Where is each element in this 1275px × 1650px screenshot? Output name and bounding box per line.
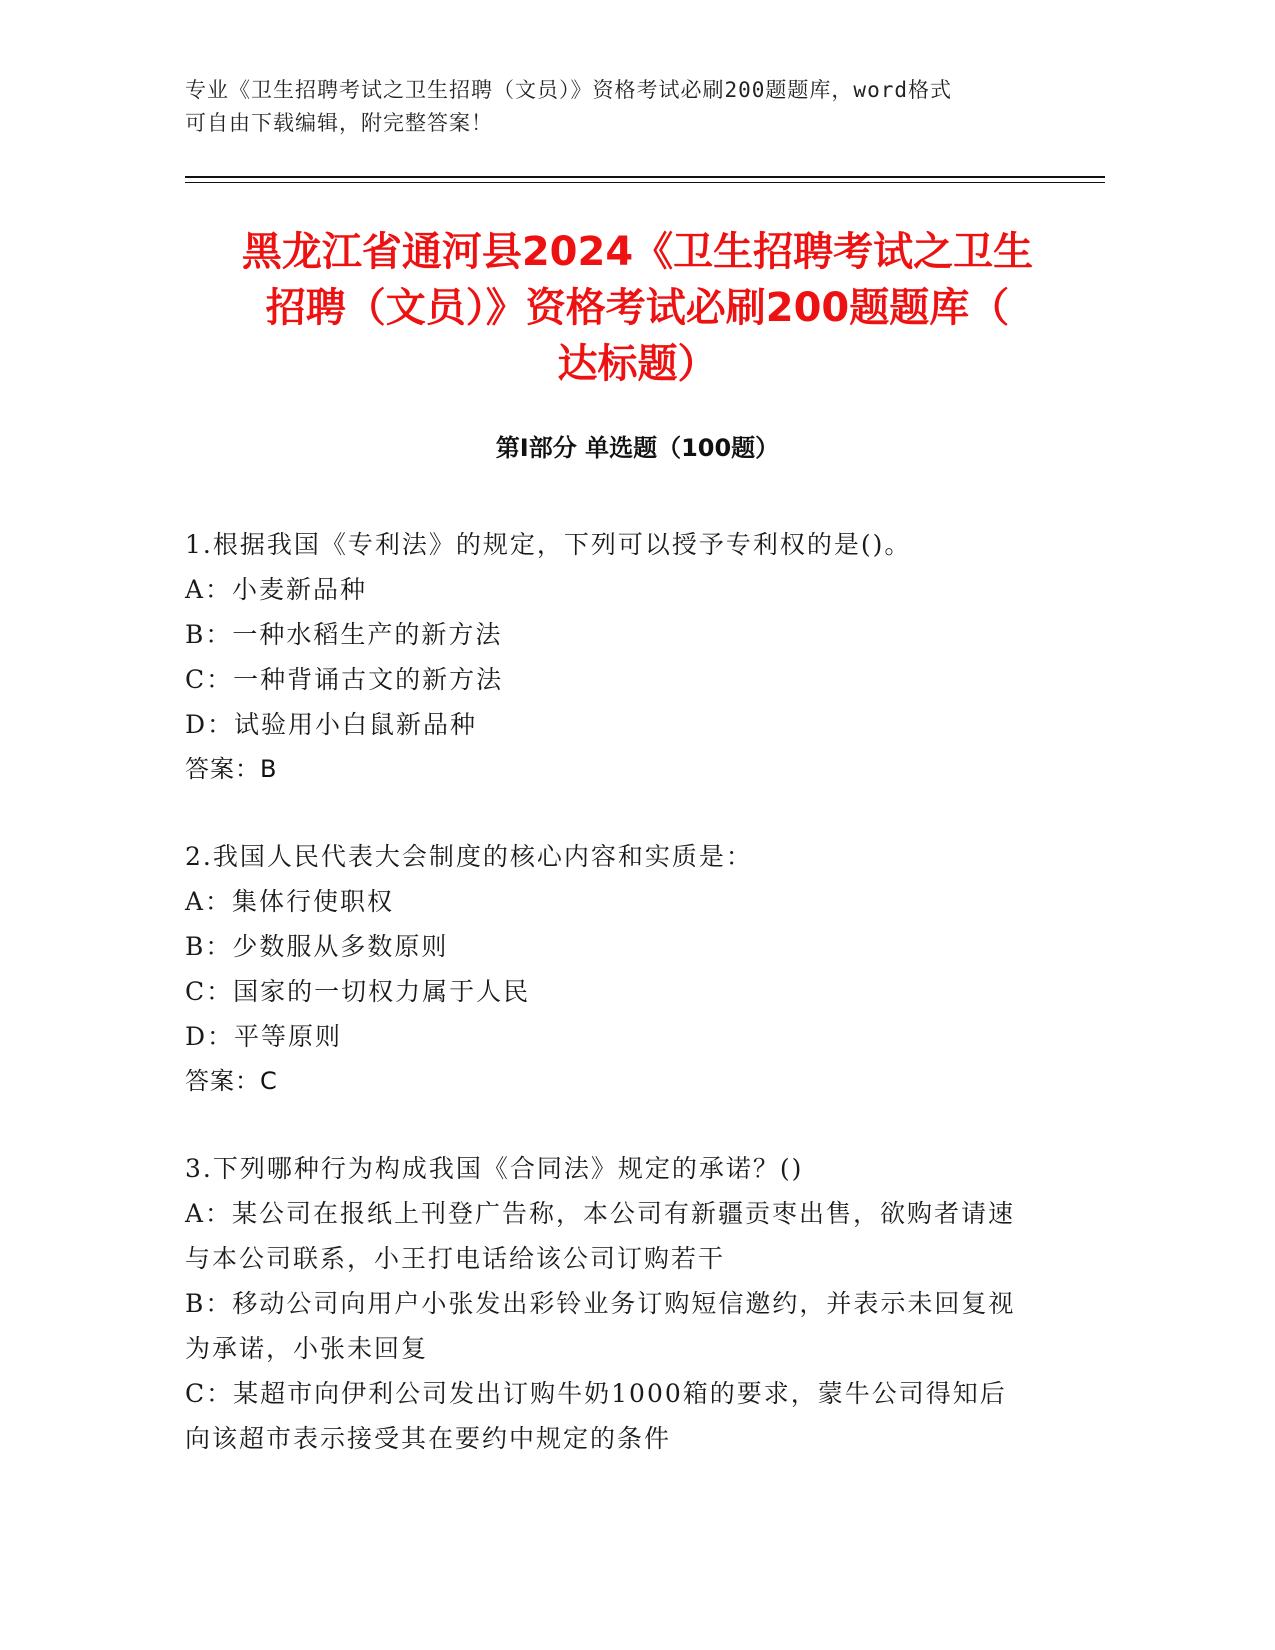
question-1 (185, 522, 1075, 792)
option-c: C：一种背诵古文的新方法 (185, 665, 504, 694)
option-c: C：某超市向伊利公司发出订购牛奶1000箱的要求，蒙牛公司得知后 (185, 1379, 1007, 1408)
header-divider-thin (185, 182, 1105, 183)
header-note (185, 74, 1065, 140)
question-stem: 3.下列哪种行为构成我国《合同法》规定的承诺？() (185, 1154, 804, 1183)
option-b: B：移动公司向用户小张发出彩铃业务订购短信邀约，并表示未回复视 (185, 1289, 1016, 1318)
answer-label: 答案：C (185, 1067, 278, 1095)
question-list (185, 522, 1075, 1503)
option-a: A：某公司在报纸上刊登广告称，本公司有新疆贡枣出售，欲购者请速 (185, 1199, 1016, 1228)
question-stem: 1.根据我国《专利法》的规定，下列可以授予专利权的是()。 (185, 530, 912, 559)
option-c-continued: 向该超市表示接受其在要约中规定的条件 (185, 1424, 672, 1453)
header-note-line: 可自由下载编辑，附完整答案！ (185, 111, 493, 135)
option-d: D：试验用小白鼠新品种 (185, 710, 478, 739)
question-stem: 2.我国人民代表大会制度的核心内容和实质是： (185, 842, 753, 871)
option-a: A：集体行使职权 (185, 887, 395, 916)
header-note-line: 专业《卫生招聘考试之卫生招聘（文员）》资格考试必刷200题题库，word格式 (185, 78, 952, 102)
option-a: A：小麦新品种 (185, 575, 368, 604)
question-3 (185, 1146, 1075, 1461)
option-b: B：少数服从多数原则 (185, 932, 449, 961)
option-b: B：一种水稻生产的新方法 (185, 620, 503, 649)
option-a-continued: 与本公司联系，小王打电话给该公司订购若干 (185, 1244, 726, 1273)
answer-label: 答案：B (185, 755, 278, 783)
title-line: 达标题） (557, 341, 718, 387)
option-d: D：平等原则 (185, 1022, 343, 1051)
document-title (150, 224, 1125, 392)
title-line: 招聘（文员）》资格考试必刷200题题库（ (265, 285, 1010, 331)
option-b-continued: 为承诺，小张未回复 (185, 1334, 429, 1363)
section-heading: 第Ⅰ部分 单选题（100题） (495, 434, 780, 462)
question-2 (185, 834, 1075, 1104)
header-divider-thick (185, 176, 1105, 178)
title-line: 黑龙江省通河县2024《卫生招聘考试之卫生 (241, 229, 1034, 275)
option-c: C：国家的一切权力属于人民 (185, 977, 531, 1006)
